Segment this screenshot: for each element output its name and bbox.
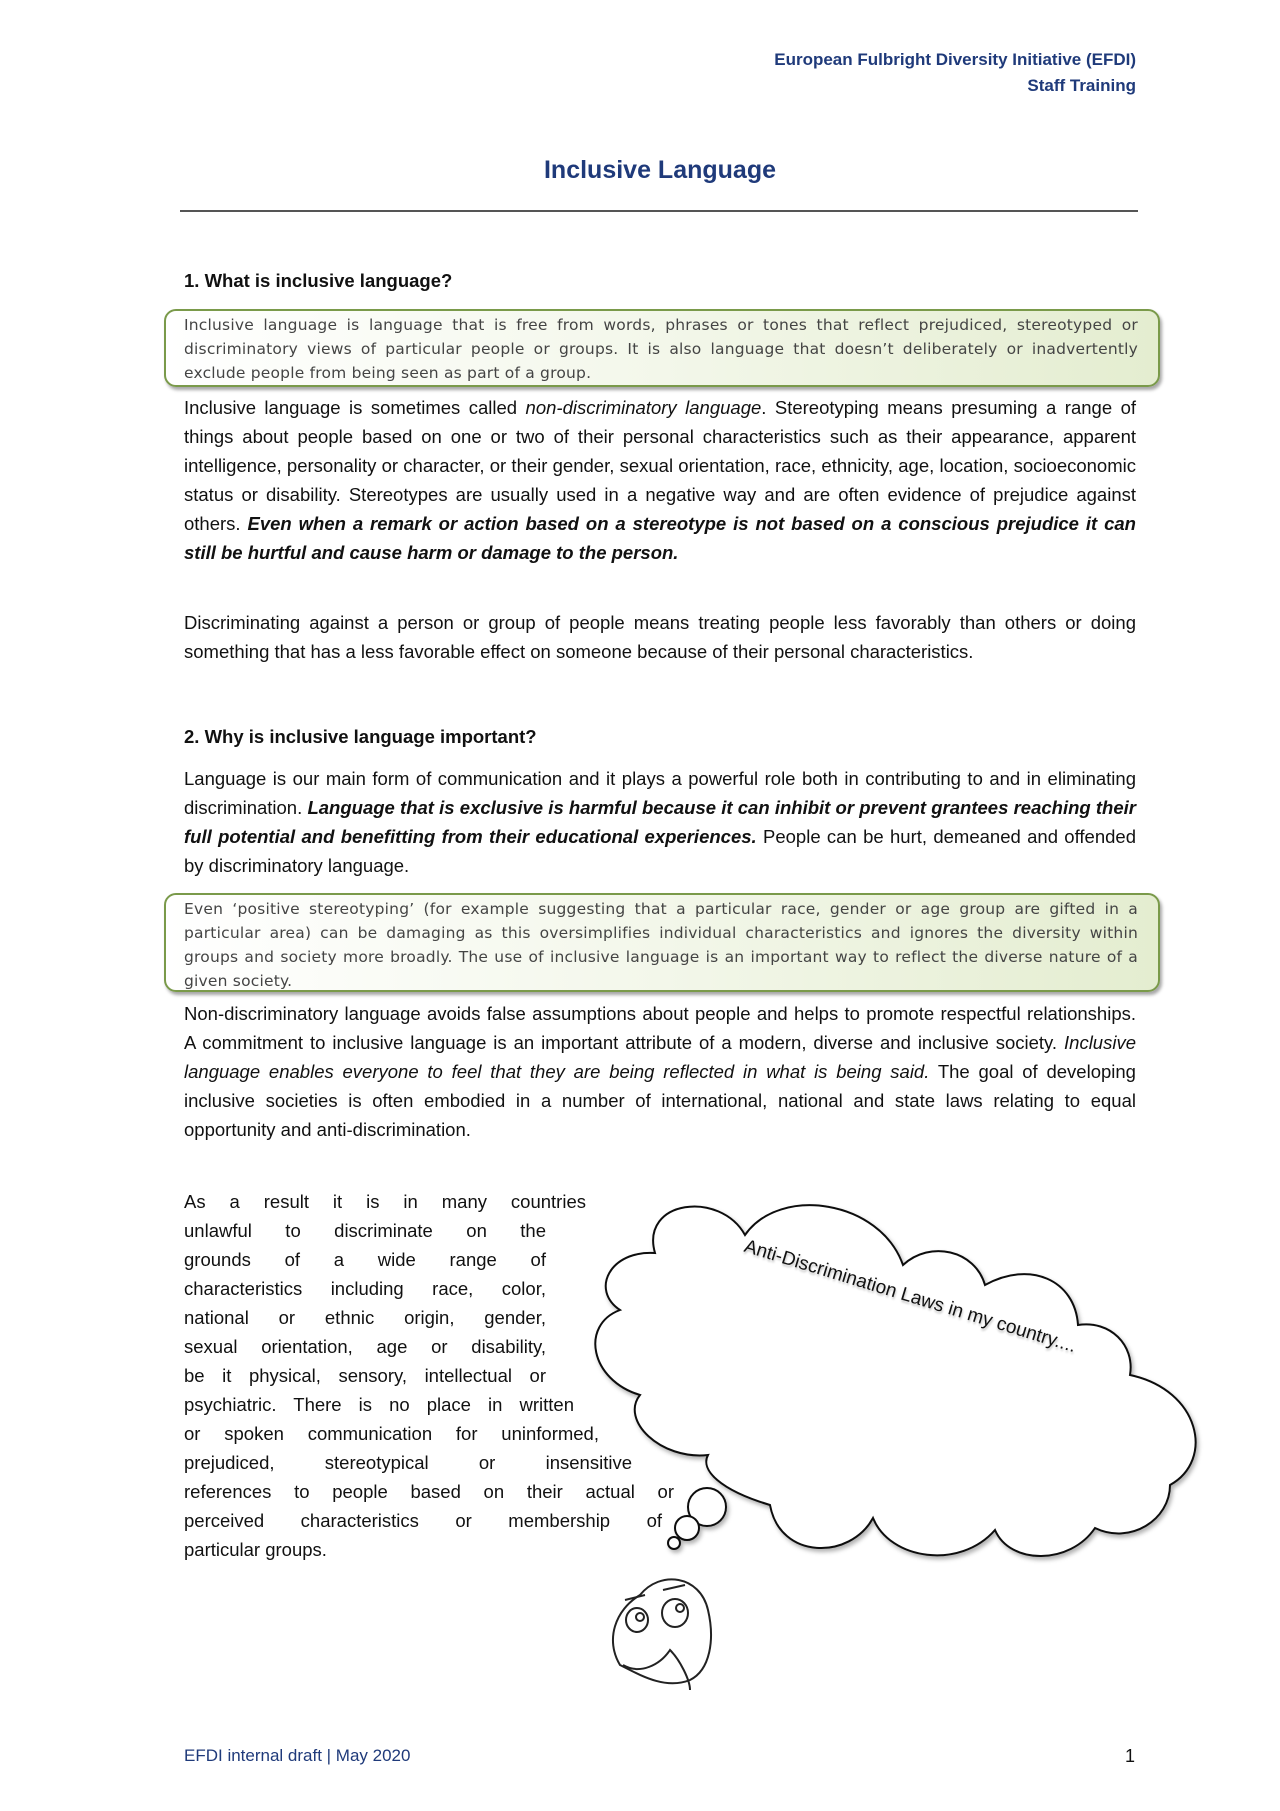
section1-paragraph2: Discriminating against a person or group of people means treating people less favorably than others or doing something that has a less favorable effect on someone because of their personal characteristics. xyxy=(184,612,1136,662)
paragraph-line: national or ethnic origin, gender, xyxy=(184,1307,546,1328)
paragraph-line: grounds of a wide range of xyxy=(184,1249,546,1270)
thinking-face-icon xyxy=(613,1579,711,1690)
section2-heading: 2. Why is inclusive language important? xyxy=(184,726,537,747)
text: Language is our main form of communication and it plays a powerful role both in contributing to and in eliminating discrimination. xyxy=(184,768,1136,818)
page-title: Inclusive Language xyxy=(543,156,776,184)
text: Inclusive language is sometimes called xyxy=(184,397,526,418)
definition-callout: Inclusive language is language that is free from words, phrases or tones that reflect prejudiced, stereotyped or discriminatory views of particular people or groups. It is also language that doesn’t deliberately or inadvertently exclude people from being seen as part of a group. xyxy=(164,309,1160,387)
thought-bubble-small xyxy=(668,1537,680,1549)
text: People can be hurt, demeaned and offended by discriminatory language. xyxy=(184,826,1136,876)
emphasis: non-discriminatory language xyxy=(525,397,762,418)
paragraph-line: particular groups. xyxy=(184,1539,327,1560)
stereotyping-callout: Even ‘positive stereotyping’ (for example suggesting that a particular race, gender or age group are gifted in a particular area) can be damaging as this oversimplifies individual characteristics and ignores the diversity within groups and society more broadly. The use of inclusive language is an important way to reflect the diverse nature of a given society. xyxy=(164,893,1160,992)
thought-bubble-medium xyxy=(675,1516,699,1540)
header-subtitle: Staff Training xyxy=(1027,76,1136,95)
paragraph-line: psychiatric. There is no place in written xyxy=(184,1394,574,1415)
section1-heading: 1. What is inclusive language? xyxy=(184,270,453,291)
cloud-caption: Anti-Discrimination Laws in my country.... xyxy=(741,1235,1079,1358)
paragraph-line: be it physical, sensory, intellectual or xyxy=(184,1365,546,1386)
paragraph-line: perceived characteristics or membership of xyxy=(184,1510,662,1531)
text: . Stereotyping means presuming a range of things about people based on one or two of their personal characteristics such as their appearance, apparent intelligence, personality or character, or their gender, sexual orientation, race, ethnicity, age, location, socioeconomic status or disability. Stereotypes are usually used in a negative way and are often evidence of prejudice against others. xyxy=(184,397,1136,534)
emphasis: Inclusive language enables everyone to feel that they are being reflected in what is being said. xyxy=(184,1032,1136,1082)
paragraph-line: prejudiced, stereotypical or insensitive xyxy=(184,1452,632,1473)
page-number: 1 xyxy=(1124,1746,1135,1766)
paragraph-line: references to people based on their actual or xyxy=(184,1481,674,1502)
cloud-shape xyxy=(595,1205,1195,1556)
text: The goal of developing inclusive societies is often embodied in a number of international, national and state laws relating to equal opportunity and anti-discrimination. xyxy=(184,1061,1136,1140)
paragraph-line: As a result it is in many countries xyxy=(184,1191,586,1212)
footer-label: EFDI internal draft | May 2020 xyxy=(184,1746,411,1765)
paragraph-line: or spoken communication for uninformed, xyxy=(184,1423,599,1444)
header-org: European Fulbright Diversity Initiative (EFDI) xyxy=(774,50,1136,69)
paragraph-line: characteristics including race, color, xyxy=(184,1278,546,1299)
paragraph-line: unlawful to discriminate on the xyxy=(184,1220,546,1241)
paragraph-line: sexual orientation, age or disability, xyxy=(184,1336,546,1357)
text: Non-discriminatory language avoids false assumptions about people and helps to promote respectful relationships. A commitment to inclusive language is an important attribute of a modern, diverse and inclusive society. xyxy=(184,1003,1136,1053)
emphasis-bold: Even when a remark or action based on a stereotype is not based on a conscious prejudice it can still be hurtful and cause harm or damage to the person. xyxy=(184,513,1136,563)
emphasis-bold: Language that is exclusive is harmful because it can inhibit or prevent grantees reaching their full potential and benefitting from their educational experiences. xyxy=(184,797,1136,847)
